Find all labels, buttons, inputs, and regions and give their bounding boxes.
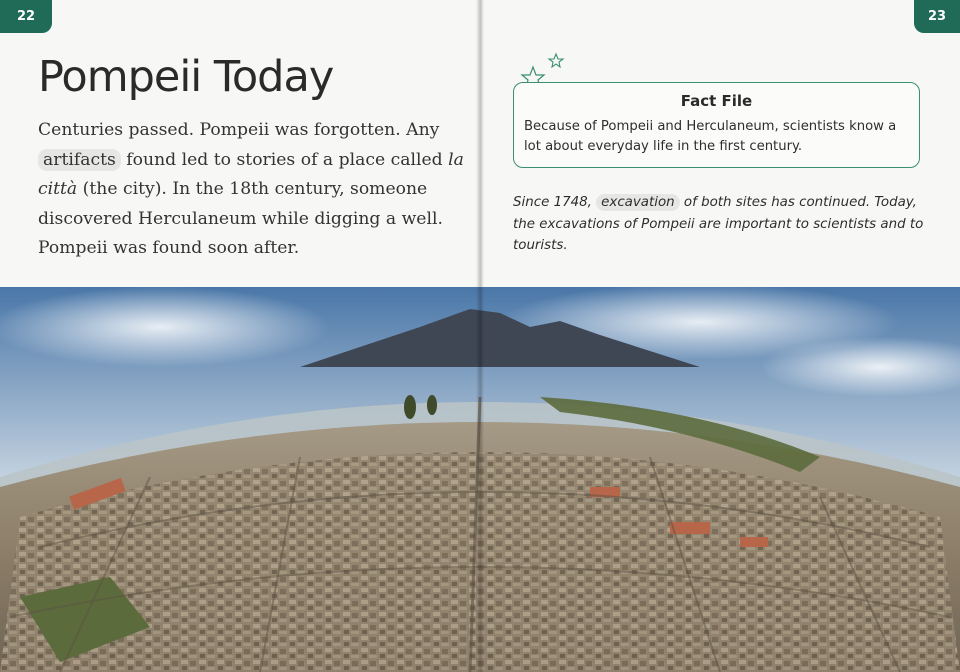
paragraph-text: Since 1748,	[513, 195, 597, 210]
paragraph-text: Centuries passed. Pompeii was forgotten. Any	[38, 120, 440, 140]
page-number-left: 22	[0, 0, 52, 33]
glossary-word-artifacts: artifacts	[38, 149, 121, 171]
left-page	[0, 0, 479, 290]
book-gutter	[476, 0, 484, 672]
roof	[670, 522, 710, 534]
italic-paragraph	[513, 192, 933, 257]
paragraph-text: found led to stories of a place called	[120, 149, 449, 170]
fact-file-body: Because of Pompeii and Herculaneum, scientists know a lot about everyday life in the first century.	[524, 119, 897, 154]
tree	[404, 395, 416, 419]
star-icon	[549, 54, 563, 67]
fact-file-title: Fact File	[680, 92, 753, 110]
roof	[740, 537, 768, 547]
tree	[427, 395, 437, 415]
cloud	[0, 287, 330, 367]
italic-phrase: la città	[38, 149, 464, 199]
page-number-right: 23	[914, 0, 960, 33]
body-paragraph	[38, 116, 468, 264]
fact-file-box	[513, 82, 920, 168]
paragraph-text: (the city). In the 18th century, someone discovered Herculaneum while digging a well. Pompeii was found soon after.	[38, 179, 443, 258]
paragraph-text: of both sites has continued. Today, the excavations of Pompeii are important to scientists and to tourists.	[513, 195, 924, 253]
glossary-word-excavation: excavation	[596, 194, 680, 211]
page-title: Pompeii Today	[38, 52, 334, 102]
